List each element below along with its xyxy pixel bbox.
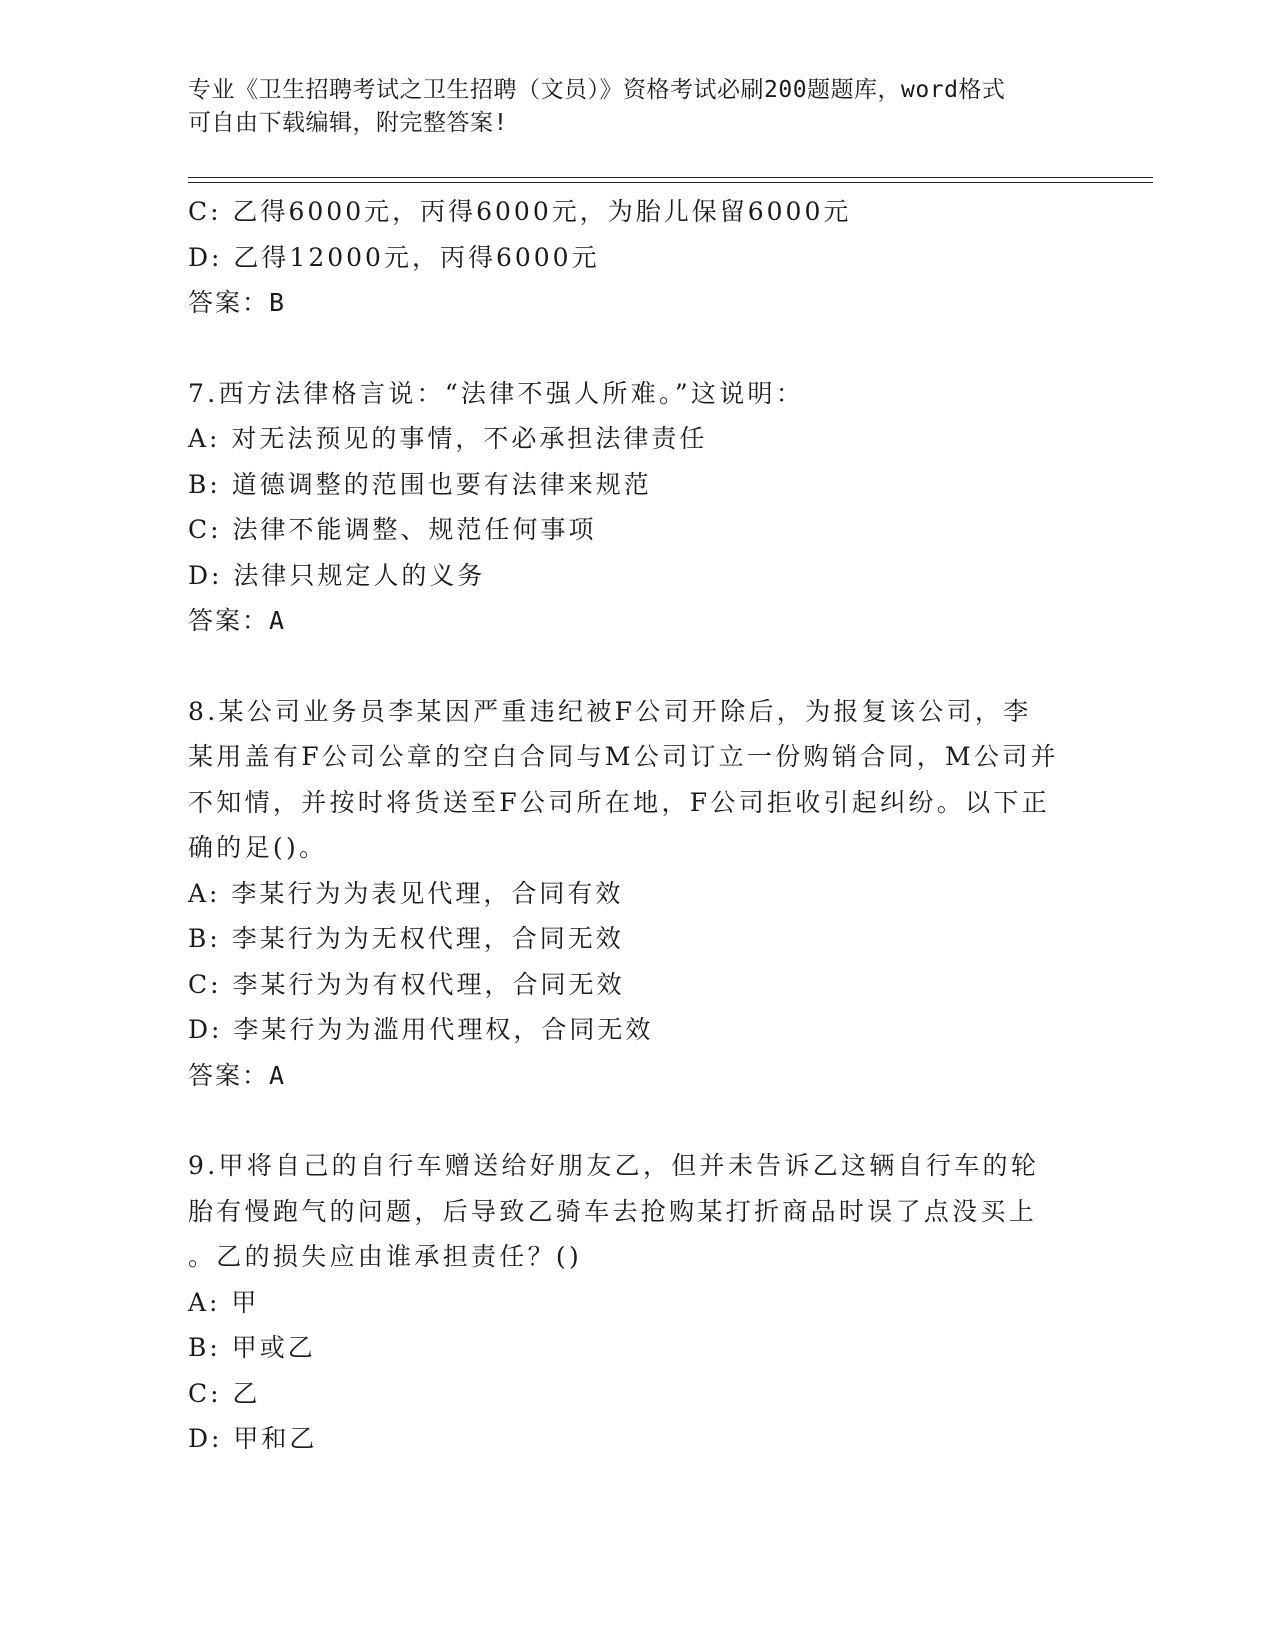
question-8 — [188, 689, 1088, 1099]
stem-line: 7.西方法律格言说：“法律不强人所难。”这说明： — [188, 378, 805, 408]
option-c: C: 乙得6000元，丙得6000元，为胎儿保留6000元 — [188, 197, 852, 226]
question-7 — [188, 371, 1088, 644]
option-d: D: 乙得12000元，丙得6000元 — [188, 242, 600, 272]
stem-line: 胎有慢跑气的问题，后导致乙骑车去抢购某打折商品时误了点没买上 — [188, 1196, 1038, 1226]
option-c: C: 法律不能调整、规范任何事项 — [188, 515, 597, 544]
answer-line: 答案：A — [188, 1060, 287, 1090]
option-c: C: 李某行为为有权代理，合同无效 — [188, 969, 625, 999]
spacer — [188, 326, 1088, 371]
answer-line: 答案：B — [188, 288, 287, 317]
option-d: D: 李某行为为滥用代理权，合同无效 — [188, 1015, 654, 1044]
document-header — [188, 74, 1068, 140]
header-title-line-1: 专业《卫生招聘考试之卫生招聘（文员）》资格考试必刷200题题库，word格式 — [188, 77, 1006, 103]
option-b: B: 甲或乙 — [188, 1333, 316, 1362]
answer-line: 答案：A — [188, 606, 287, 635]
question-stem — [188, 689, 1088, 871]
question-content — [188, 189, 1088, 1462]
option-b: B: 李某行为为无权代理，合同无效 — [188, 924, 624, 953]
option-a: A: 甲 — [188, 1287, 260, 1317]
question-stem — [188, 371, 1088, 417]
stem-line: 9.甲将自己的自行车赠送给好朋友乙，但并未告诉乙这辆自行车的轮 — [188, 1151, 1040, 1180]
option-a: A: 对无法预见的事情，不必承担法律责任 — [188, 424, 708, 453]
option-a: A: 李某行为为表见代理，合同有效 — [188, 878, 624, 908]
option-b: B: 道德调整的范围也要有法律来规范 — [188, 469, 652, 499]
option-c: C: 乙 — [188, 1378, 261, 1408]
question-stem — [188, 1143, 1088, 1280]
stem-line: 某用盖有F公司公章的空白合同与M公司订立一份购销合同，M公司并 — [188, 742, 1059, 771]
header-divider-top — [188, 177, 1153, 178]
header-divider-bottom — [188, 182, 1153, 183]
spacer — [188, 1098, 1088, 1143]
question-6-tail — [188, 189, 1088, 326]
header-title-line-2: 可自由下载编辑，附完整答案! — [188, 110, 508, 136]
stem-line: 8.某公司业务员李某因严重违纪被F公司开除后，为报复该公司，李 — [188, 696, 1032, 726]
option-d: D: 法律只规定人的义务 — [188, 560, 486, 590]
stem-line: 不知情，并按时将货送至F公司所在地，F公司拒收引起纠纷。以下正 — [188, 787, 1050, 817]
option-d: D: 甲和乙 — [188, 1424, 318, 1453]
stem-line: 确的足()。 — [188, 833, 328, 862]
question-9 — [188, 1143, 1088, 1462]
spacer — [188, 644, 1088, 689]
stem-line: 。乙的损失应由谁承担责任？() — [188, 1242, 583, 1271]
